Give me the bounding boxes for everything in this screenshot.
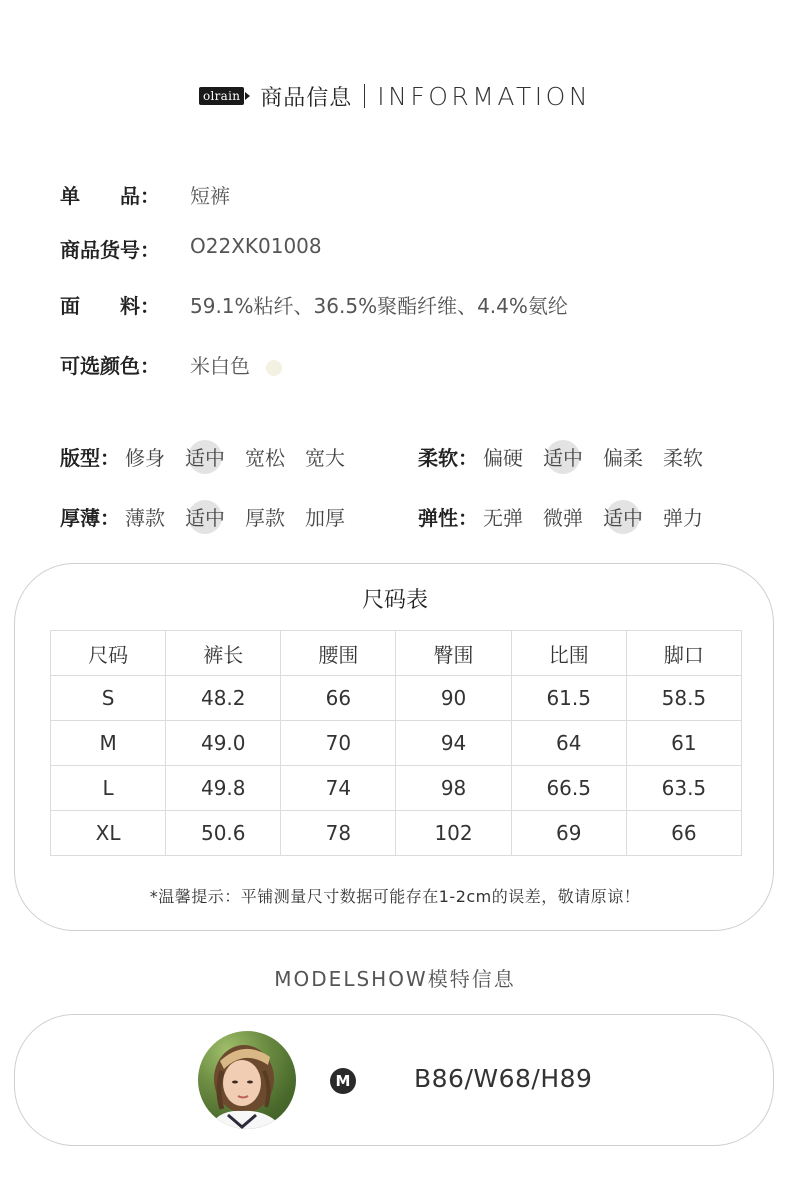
table-cell: 49.0 [166,721,281,766]
attr-elasticity-option-selected: 适中 [602,502,644,531]
info-label-fabric: 面 料： [60,294,160,318]
table-header-cell: 臀围 [396,631,511,676]
attr-softness-option: 偏硬 [483,446,523,470]
info-label-item: 单 品： [60,184,160,208]
table-cell: 90 [396,676,511,721]
measurement-note: *温馨提示：平铺测量尺寸数据可能存在1-2cm的误差，敬请原谅！ [149,887,641,906]
section-header [0,78,790,114]
info-value-item: 短裤 [190,184,230,208]
table-cell: 61 [626,721,741,766]
table-cell: 70 [281,721,396,766]
logo-arrow-icon [245,92,250,100]
attr-thickness-label: 厚薄： [60,506,120,530]
table-cell: 58.5 [626,676,741,721]
info-value-fabric: 59.1%粘纤、36.5%聚酯纤维、4.4%氨纶 [190,294,568,318]
table-cell: 49.8 [166,766,281,811]
table-cell: 102 [396,811,511,856]
color-swatch [266,360,282,376]
table-cell: 69 [511,811,626,856]
info-label-color: 可选颜色： [60,354,160,378]
table-cell: 94 [396,721,511,766]
table-cell: 66.5 [511,766,626,811]
attr-softness [418,442,722,471]
model-portrait-icon [198,1031,296,1129]
header-title-en: INFORMATION [377,81,592,111]
attr-elasticity [418,502,722,531]
table-cell: S [51,676,166,721]
info-value-sku: O22XK01008 [190,234,322,258]
attr-thickness-option-selected: 适中 [184,502,226,531]
logo-text: olrain [199,87,244,105]
size-chart-title: 尺码表 [361,588,428,613]
model-avatar [198,1031,296,1129]
brand-logo [199,87,250,105]
table-cell: 63.5 [626,766,741,811]
model-size-badge: M [330,1068,356,1094]
attr-fit [60,442,364,471]
header-title-cn: 商品信息 [260,85,353,111]
info-value-color-row [190,350,282,379]
size-table [50,630,742,856]
attr-fit-option: 修身 [125,446,165,470]
header-divider [364,84,365,108]
attr-softness-option: 偏柔 [603,446,643,470]
table-header-row [51,631,742,676]
attr-softness-label: 柔软： [418,446,478,470]
attr-elasticity-option: 微弹 [543,506,583,530]
table-cell: M [51,721,166,766]
table-header-cell: 尺码 [51,631,166,676]
info-value-color: 米白色 [190,354,250,378]
table-header-cell: 比围 [511,631,626,676]
table-cell: 61.5 [511,676,626,721]
table-cell: 66 [281,676,396,721]
table-header-cell: 腰围 [281,631,396,676]
table-row [51,676,742,721]
attr-thickness-option: 加厚 [305,506,345,530]
table-cell: L [51,766,166,811]
table-cell: 64 [511,721,626,766]
info-label-sku: 商品货号： [60,238,160,262]
attr-thickness-option: 厚款 [245,506,285,530]
attr-elasticity-option: 无弹 [483,506,523,530]
attr-fit-option-selected: 适中 [184,442,226,471]
table-cell: 66 [626,811,741,856]
attr-fit-label: 版型： [60,446,120,470]
attr-fit-option: 宽松 [245,446,285,470]
table-header-cell: 脚口 [626,631,741,676]
table-cell: 74 [281,766,396,811]
attr-fit-option: 宽大 [305,446,345,470]
attr-softness-option: 柔软 [663,446,703,470]
table-header-cell: 裤长 [166,631,281,676]
table-row [51,721,742,766]
table-cell: 78 [281,811,396,856]
table-row [51,766,742,811]
table-cell: XL [51,811,166,856]
attr-thickness [60,502,364,531]
model-measurements: B86/W68/H89 [414,1064,593,1093]
table-cell: 98 [396,766,511,811]
attr-elasticity-option: 弹力 [663,506,703,530]
attr-elasticity-label: 弹性： [418,506,478,530]
model-section-title: MODELSHOW模特信息 [274,967,516,991]
attr-thickness-option: 薄款 [125,506,165,530]
table-cell: 50.6 [166,811,281,856]
attr-softness-option-selected: 适中 [542,442,584,471]
table-cell: 48.2 [166,676,281,721]
model-info-card [14,1014,774,1146]
table-row [51,811,742,856]
